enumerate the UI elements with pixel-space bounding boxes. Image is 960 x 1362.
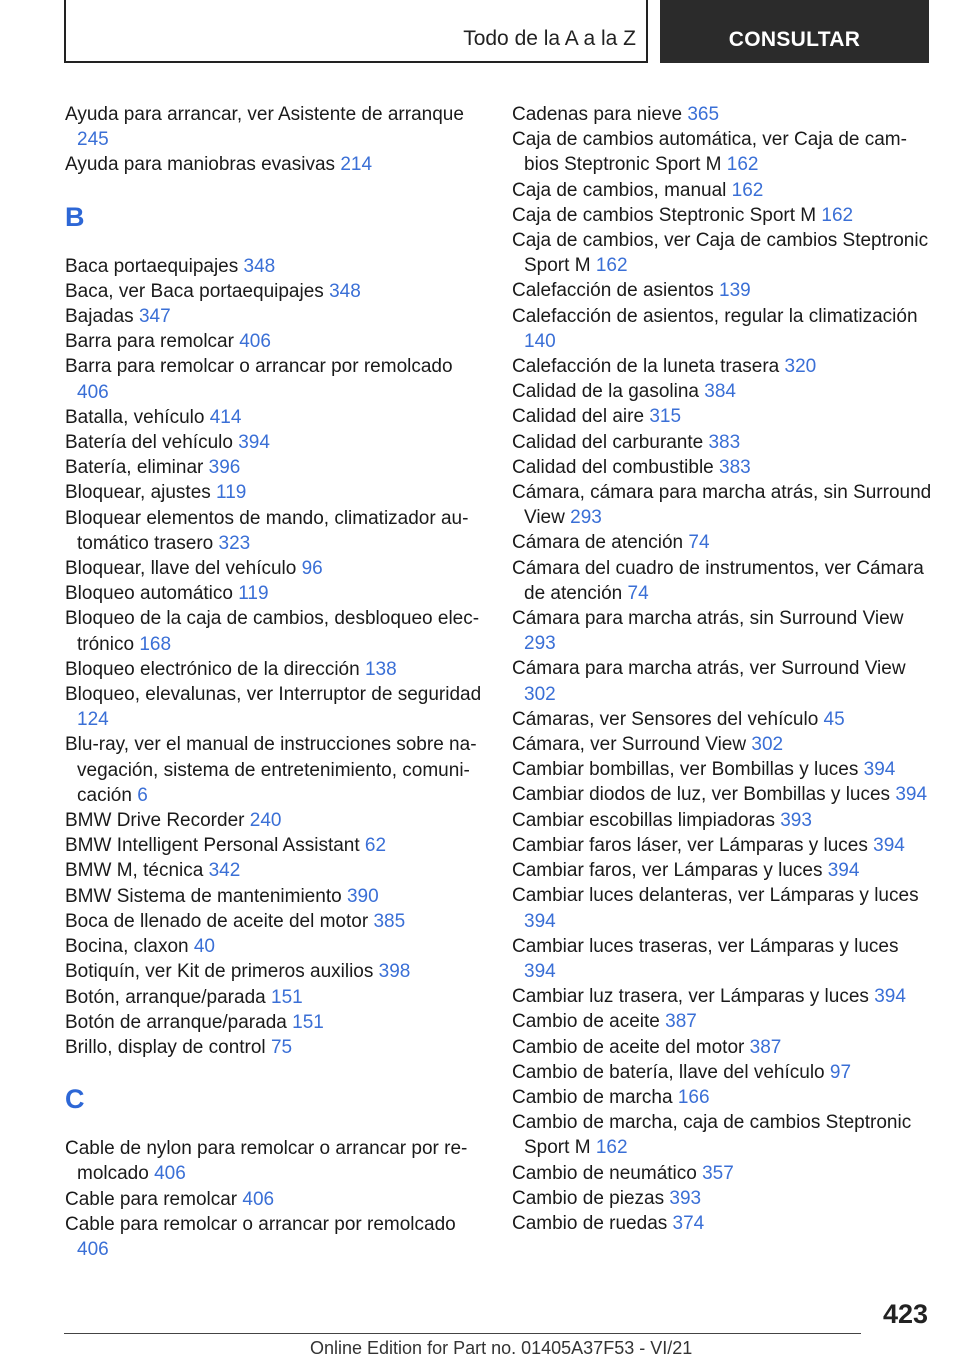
index-entry (65, 909, 485, 934)
index-entry-text: Botón, arranque/parada (65, 986, 266, 1008)
page-link[interactable]: 315 (649, 406, 682, 428)
index-entry (65, 833, 485, 858)
index-entry (512, 782, 932, 807)
page-link[interactable]: 383 (708, 431, 741, 453)
index-entry (65, 152, 485, 177)
index-entry-text: Cambiar diodos de luz, ver Bombillas y luces (512, 784, 891, 806)
page-link[interactable]: 62 (364, 835, 387, 857)
page-link[interactable]: 383 (719, 456, 751, 478)
tab-a-to-z-label: Todo de la A a la Z (463, 27, 636, 50)
index-entry (65, 1212, 485, 1262)
page-link[interactable]: 96 (301, 558, 323, 580)
index-entry-text: Cambio de aceite del motor (512, 1036, 745, 1058)
page-link[interactable]: 140 (524, 330, 556, 352)
index-entry-text: BMW Drive Recorder (65, 810, 245, 832)
page-link[interactable]: 166 (677, 1086, 710, 1108)
page-link[interactable]: 348 (243, 255, 276, 277)
index-entry (65, 405, 485, 430)
index-entry (512, 1211, 932, 1236)
index-entry (65, 556, 485, 581)
index-entry-text: Calidad del aire (512, 406, 645, 428)
page-link[interactable]: 151 (271, 986, 303, 1008)
index-entry (512, 1110, 932, 1160)
page-link[interactable]: 398 (378, 961, 411, 983)
page-link[interactable]: 394 (895, 784, 928, 806)
index-entry (512, 480, 932, 530)
index-entry-text: BMW Intelligent Personal Assistant (65, 835, 360, 857)
index-entry-text: Bajadas (65, 306, 134, 328)
index-entry-text: Baca portaequipajes (65, 255, 239, 277)
page-link[interactable]: 214 (340, 154, 373, 176)
index-entry-text: Cambiar faros láser, ver Lámparas y luces (512, 834, 868, 856)
page-link[interactable]: 138 (364, 658, 397, 680)
page-link[interactable]: 320 (784, 356, 817, 378)
index-entry (512, 228, 932, 278)
index-entry-text: Ayuda para maniobras evasivas (65, 154, 336, 176)
page-link[interactable]: 396 (208, 457, 241, 479)
index-entry (65, 732, 485, 808)
index-entry-text: Botiquín, ver Kit de primeros auxilios (65, 961, 374, 983)
page-link[interactable]: 162 (595, 1137, 628, 1159)
index-entry (65, 354, 485, 404)
index-entry (512, 430, 932, 455)
index-entry (512, 732, 932, 757)
header-tabs (64, 0, 929, 63)
page-number: 423 (882, 1299, 928, 1329)
page-link[interactable]: 394 (874, 986, 906, 1008)
index-entry (512, 934, 932, 984)
page-link[interactable]: 390 (346, 885, 379, 907)
page-link[interactable]: 374 (672, 1212, 705, 1234)
index-entry (512, 858, 932, 883)
index-entry-text: Brillo, display de control (65, 1036, 266, 1058)
index-entry (65, 1187, 485, 1212)
index-entry-text: Cambio de aceite (512, 1011, 660, 1033)
page-link[interactable]: 45 (823, 708, 845, 730)
index-entry-text: Cámara, cámara para marcha atrás, sin Surround View (512, 482, 932, 529)
page-link[interactable]: 406 (77, 381, 109, 403)
index-entry (512, 707, 932, 732)
index-entry-text: Cambio de batería, llave del vehículo (512, 1061, 825, 1083)
tab-consultar[interactable] (660, 0, 929, 63)
index-entry (512, 883, 932, 933)
index-entry-text: Calidad de la gasolina (512, 381, 699, 403)
index-entry (65, 884, 485, 909)
index-entry-text: BMW Sistema de mantenimiento (65, 885, 342, 907)
index-column-right (512, 102, 932, 1236)
index-entry (65, 959, 485, 984)
index-entry-text: Caja de cambios, manual (512, 179, 727, 201)
index-entry-text: Cable para remolcar o arrancar por remolcado (65, 1213, 456, 1235)
index-entry-text: Cámara, ver Surround View (512, 734, 747, 756)
page-link[interactable]: 414 (209, 406, 242, 428)
page-link[interactable]: 293 (570, 507, 602, 529)
page-link[interactable]: 75 (270, 1036, 293, 1058)
page-link[interactable]: 406 (242, 1188, 275, 1210)
page-link[interactable]: 245 (77, 129, 109, 151)
index-entry-text: Cable para remolcar (65, 1188, 238, 1210)
index-entry (512, 102, 932, 127)
page-link[interactable]: 394 (863, 759, 896, 781)
index-entry (512, 1060, 932, 1085)
page-link[interactable]: 394 (524, 960, 556, 982)
index-entry (65, 329, 485, 354)
page-link[interactable]: 151 (292, 1011, 324, 1033)
index-entry (512, 556, 932, 606)
index-entry (65, 934, 485, 959)
index-entry-text: Ayuda para arrancar, ver Asistente de arranque (65, 104, 464, 125)
section-letter: C (65, 1084, 85, 1115)
index-entry (512, 833, 932, 858)
index-entry (512, 354, 932, 379)
index-entry-text: Cambiar luz trasera, ver Lámparas y luces (512, 986, 869, 1008)
page-link[interactable]: 348 (329, 280, 361, 302)
index-entry-text: Cambio de ruedas (512, 1212, 668, 1234)
tab-consultar-label: CONSULTAR (728, 28, 861, 51)
index-entry-text: Bloqueo, elevalunas, ver Interruptor de seguridad (65, 684, 482, 706)
page-link[interactable]: 293 (524, 633, 556, 655)
index-entry-text: Cambio de piezas (512, 1187, 665, 1209)
index-entry (512, 455, 932, 480)
index-entry-text: Bocina, claxon (65, 936, 189, 958)
index-entry-text: Caja de cambios Steptronic Sport M (512, 204, 817, 226)
index-entry-text: Barra para remolcar o arrancar por remolcado (65, 356, 453, 378)
page-link[interactable]: 384 (704, 381, 736, 403)
index-entry (65, 304, 485, 329)
index-entry-text: Calidad del carburante (512, 431, 704, 453)
index-entry-text: Botón de arranque/parada (65, 1011, 287, 1033)
index-entry-text: Barra para remolcar (65, 331, 234, 353)
index-entry-text: Cambiar luces delanteras, ver Lámparas y luces (512, 885, 919, 907)
index-entry (512, 1161, 932, 1186)
page-link[interactable]: 387 (665, 1011, 697, 1033)
index-entry-text: Cambiar faros, ver Lámparas y luces (512, 860, 823, 882)
index-entry-text: Bloqueo automático (65, 583, 233, 605)
page-link[interactable]: 168 (139, 633, 172, 655)
footer-divider (64, 1333, 861, 1334)
page-link[interactable]: 119 (216, 482, 247, 504)
index-entry-text: Calefacción de la luneta trasera (512, 356, 780, 378)
page-link[interactable]: 394 (827, 860, 860, 882)
index-entry-text: Caja de cambios automática, ver Caja de cambios Steptronic Sport M (512, 129, 907, 176)
index-entry-text: Cámara para marcha atrás, ver Surround View (512, 658, 906, 680)
index-entry (512, 808, 932, 833)
index-entry-text: Cámara de atención (512, 532, 684, 554)
index-entry-text: Bloquear, llave del vehículo (65, 558, 297, 580)
index-entry (65, 985, 485, 1010)
page-link[interactable]: 387 (749, 1036, 782, 1058)
page-link[interactable]: 139 (719, 280, 751, 302)
index-column-left (65, 102, 485, 1262)
index-entry-text: Bloquear, ajustes (65, 482, 211, 504)
index-entry (65, 506, 485, 556)
page-link[interactable]: 385 (373, 910, 406, 932)
index-entry (512, 1035, 932, 1060)
index-entry (65, 808, 485, 833)
page-link[interactable]: 323 (218, 532, 251, 554)
index-entry-text: Batalla, vehículo (65, 406, 205, 428)
page-link[interactable]: 6 (137, 784, 148, 806)
index-entry (65, 1035, 485, 1060)
page-link[interactable]: 406 (154, 1163, 186, 1185)
page-link[interactable]: 119 (238, 583, 269, 605)
index-entry-text: Cambiar bombillas, ver Bombillas y luces (512, 759, 859, 781)
index-entry (65, 455, 485, 480)
index-entry (65, 102, 485, 152)
page-link[interactable]: 365 (687, 104, 720, 125)
section-letter: B (65, 201, 85, 232)
page-link[interactable]: 302 (524, 683, 556, 705)
index-entry-text: Calefacción de asientos, regular la climatización (512, 305, 918, 327)
page-link[interactable]: 342 (208, 860, 241, 882)
index-entry-text: Blu-ray, ver el manual de instrucciones sobre navegación, sistema de entretenimiento, comunicación (65, 734, 477, 806)
index-entry (512, 530, 932, 555)
index-entry (512, 278, 932, 303)
page-link[interactable]: 74 (688, 532, 710, 554)
index-entry (512, 1186, 932, 1211)
index-entry (65, 657, 485, 682)
page-link[interactable]: 162 (726, 154, 759, 176)
index-entry (65, 254, 485, 279)
tab-a-to-z[interactable] (64, 0, 648, 63)
index-entry (512, 404, 932, 429)
index-entry (512, 606, 932, 656)
page-link[interactable]: 162 (821, 204, 854, 226)
index-entry (65, 1010, 485, 1035)
index-entry-text: Cámara del cuadro de instrumentos, ver Cámara de atención (512, 557, 924, 604)
index-entry (65, 682, 485, 732)
index-entry-text: Boca de llenado de aceite del motor (65, 910, 369, 932)
index-entry-text: Calidad del combustible (512, 456, 714, 478)
edition-footer: Online Edition for Part no. 01405A37F53 - VI/21 (310, 1338, 693, 1358)
page-link[interactable]: 347 (138, 306, 171, 328)
index-entry (65, 858, 485, 883)
index-entry-text: Cámara para marcha atrás, sin Surround View (512, 608, 904, 630)
index-entry-text: Cable de nylon para remolcar o arrancar por remolcado (65, 1138, 468, 1185)
index-entry-text: Cadenas para nieve (512, 104, 683, 125)
page-link[interactable]: 162 (731, 179, 764, 201)
page-link[interactable]: 394 (524, 910, 556, 932)
index-entry-text: Cámaras, ver Sensores del vehículo (512, 708, 819, 730)
page-link[interactable]: 97 (829, 1061, 852, 1083)
page-link[interactable]: 406 (77, 1238, 109, 1260)
index-entry (65, 480, 485, 505)
index-entry-text: Cambio de marcha, caja de cambios Steptronic Sport M (512, 1112, 912, 1159)
index-entry (512, 984, 932, 1009)
page-link[interactable]: 162 (595, 255, 628, 277)
index-entry-text: Bloqueo electrónico de la dirección (65, 658, 360, 680)
index-entry (512, 656, 932, 706)
index-entry-text: Calefacción de asientos (512, 280, 714, 302)
page-link[interactable]: 394 (238, 432, 270, 454)
page-link[interactable]: 394 (873, 834, 905, 856)
page-link[interactable]: 302 (751, 734, 784, 756)
index-entry-text: Cambiar luces traseras, ver Lámparas y luces (512, 935, 899, 957)
index-entry-text: Caja de cambios, ver Caja de cambios Steptronic Sport M (512, 230, 929, 277)
page-link[interactable]: 393 (780, 809, 812, 831)
index-entry-text: BMW M, técnica (65, 860, 204, 882)
index-entry (65, 430, 485, 455)
page-link[interactable]: 240 (249, 810, 282, 832)
index-entry (512, 757, 932, 782)
page-link[interactable]: 406 (239, 331, 271, 353)
index-entry (512, 379, 932, 404)
page-link[interactable]: 40 (193, 936, 215, 958)
index-entry-text: Bloquear elementos de mando, climatizador automático trasero (65, 507, 469, 554)
index-entry-text: Baca, ver Baca portaequipajes (65, 280, 324, 302)
page-link[interactable]: 357 (702, 1162, 734, 1184)
index-entry (512, 203, 932, 228)
index-entry (65, 279, 485, 304)
index-entry (512, 304, 932, 354)
index-entry (65, 581, 485, 606)
page-link[interactable]: 74 (627, 582, 649, 604)
page-link[interactable]: 124 (77, 709, 109, 731)
index-entry (65, 1136, 485, 1186)
index-entry (512, 127, 932, 177)
page-link[interactable]: 393 (669, 1187, 702, 1209)
index-entry (512, 1009, 932, 1034)
index-entry (512, 178, 932, 203)
index-entry-text: Cambio de neumático (512, 1162, 697, 1184)
index-entry (65, 606, 485, 656)
index-entry-text: Batería del vehículo (65, 432, 233, 454)
index-entry-text: Batería, eliminar (65, 457, 204, 479)
index-entry-text: Cambiar escobillas limpiadoras (512, 809, 775, 831)
index-entry-text: Bloqueo de la caja de cambios, desbloqueo electrónico (65, 608, 480, 655)
index-entry (512, 1085, 932, 1110)
index-entry-text: Cambio de marcha (512, 1086, 673, 1108)
